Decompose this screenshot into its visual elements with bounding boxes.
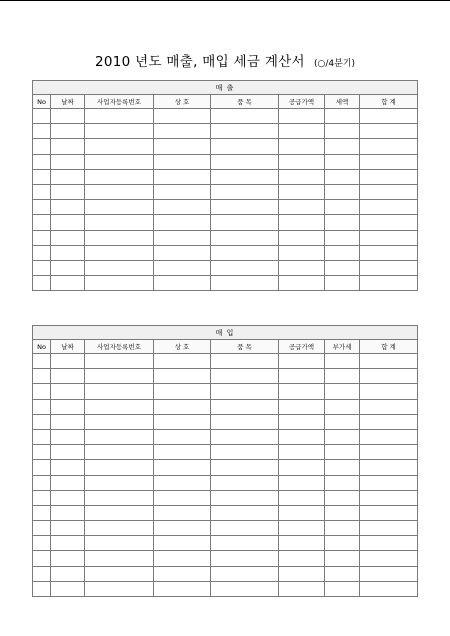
table-cell: [33, 445, 51, 460]
table-row: [33, 429, 418, 444]
table-cell: [360, 124, 418, 139]
table-cell: [360, 536, 418, 551]
table-cell: [33, 109, 51, 124]
table-cell: [279, 399, 325, 414]
table-cell: [279, 536, 325, 551]
table-cell: [33, 460, 51, 475]
table-cell: [325, 414, 360, 429]
col-supply-amount: 공급가액: [279, 95, 325, 109]
col-item: 품 목: [211, 340, 279, 354]
table-cell: [211, 490, 279, 505]
sales-section-title: 매 출: [33, 81, 418, 95]
table-cell: [154, 521, 211, 536]
table-cell: [51, 215, 85, 230]
table-cell: [33, 369, 51, 384]
table-row: [33, 154, 418, 169]
table-cell: [360, 460, 418, 475]
table-cell: [51, 154, 85, 169]
col-date: 날짜: [51, 95, 85, 109]
table-cell: [360, 521, 418, 536]
purchase-table: [32, 325, 418, 597]
table-cell: [33, 399, 51, 414]
table-cell: [211, 169, 279, 184]
col-business-number: 사업자등록번호: [85, 340, 154, 354]
table-cell: [85, 551, 154, 566]
table-cell: [154, 505, 211, 520]
table-cell: [325, 276, 360, 291]
table-cell: [85, 369, 154, 384]
table-cell: [211, 551, 279, 566]
table-cell: [211, 399, 279, 414]
title-quarter: (○/4분기): [313, 59, 355, 69]
table-cell: [33, 384, 51, 399]
table-cell: [51, 369, 85, 384]
table-cell: [33, 490, 51, 505]
table-cell: [154, 536, 211, 551]
table-cell: [154, 414, 211, 429]
table-cell: [33, 154, 51, 169]
table-row: [33, 369, 418, 384]
table-cell: [279, 490, 325, 505]
table-row: [33, 536, 418, 551]
table-cell: [325, 384, 360, 399]
table-row: [33, 490, 418, 505]
table-cell: [51, 536, 85, 551]
table-cell: [360, 184, 418, 199]
table-row: [33, 109, 418, 124]
table-cell: [154, 490, 211, 505]
table-cell: [360, 445, 418, 460]
table-cell: [154, 139, 211, 154]
sales-section-header: [33, 81, 418, 95]
table-cell: [85, 124, 154, 139]
purchase-column-headers: [33, 340, 418, 354]
table-cell: [33, 276, 51, 291]
table-cell: [211, 429, 279, 444]
table-cell: [85, 475, 154, 490]
table-cell: [211, 475, 279, 490]
table-cell: [85, 260, 154, 275]
table-cell: [211, 200, 279, 215]
table-cell: [85, 245, 154, 260]
table-cell: [325, 505, 360, 520]
table-cell: [51, 354, 85, 369]
table-cell: [85, 581, 154, 596]
table-cell: [279, 124, 325, 139]
table-cell: [85, 200, 154, 215]
table-cell: [85, 154, 154, 169]
table-cell: [211, 245, 279, 260]
table-cell: [154, 154, 211, 169]
table-cell: [33, 260, 51, 275]
table-cell: [154, 230, 211, 245]
table-row: [33, 260, 418, 275]
table-cell: [279, 384, 325, 399]
table-cell: [325, 369, 360, 384]
table-cell: [360, 354, 418, 369]
table-cell: [154, 551, 211, 566]
table-cell: [51, 200, 85, 215]
table-cell: [85, 445, 154, 460]
table-cell: [51, 184, 85, 199]
table-cell: [85, 521, 154, 536]
table-cell: [33, 200, 51, 215]
table-cell: [154, 399, 211, 414]
table-cell: [85, 276, 154, 291]
table-cell: [325, 260, 360, 275]
table-cell: [279, 200, 325, 215]
table-cell: [211, 215, 279, 230]
table-cell: [325, 445, 360, 460]
table-cell: [211, 414, 279, 429]
table-cell: [51, 460, 85, 475]
col-item: 품 목: [211, 95, 279, 109]
table-cell: [33, 169, 51, 184]
table-cell: [154, 581, 211, 596]
table-cell: [325, 354, 360, 369]
table-cell: [279, 566, 325, 581]
table-cell: [33, 215, 51, 230]
table-cell: [33, 505, 51, 520]
table-cell: [325, 581, 360, 596]
table-cell: [154, 169, 211, 184]
table-cell: [325, 109, 360, 124]
table-cell: [33, 581, 51, 596]
col-tax: 세액: [325, 95, 360, 109]
table-cell: [325, 200, 360, 215]
table-cell: [154, 276, 211, 291]
table-cell: [279, 429, 325, 444]
table-cell: [360, 414, 418, 429]
col-total: 합 계: [360, 95, 418, 109]
table-row: [33, 124, 418, 139]
col-company-name: 상 호: [154, 95, 211, 109]
table-cell: [33, 475, 51, 490]
table-row: [33, 399, 418, 414]
table-cell: [51, 169, 85, 184]
table-cell: [51, 109, 85, 124]
table-cell: [33, 230, 51, 245]
col-company-name: 상 호: [154, 340, 211, 354]
table-cell: [33, 245, 51, 260]
table-cell: [360, 230, 418, 245]
table-cell: [279, 460, 325, 475]
table-cell: [279, 475, 325, 490]
table-row: [33, 200, 418, 215]
table-cell: [51, 566, 85, 581]
table-cell: [33, 566, 51, 581]
table-cell: [85, 230, 154, 245]
table-cell: [51, 429, 85, 444]
table-cell: [325, 245, 360, 260]
table-row: [33, 230, 418, 245]
table-row: [33, 521, 418, 536]
table-cell: [360, 475, 418, 490]
table-cell: [325, 536, 360, 551]
table-cell: [85, 536, 154, 551]
table-cell: [211, 445, 279, 460]
table-cell: [279, 109, 325, 124]
table-cell: [325, 139, 360, 154]
table-cell: [85, 109, 154, 124]
table-cell: [325, 230, 360, 245]
table-cell: [360, 200, 418, 215]
sales-rows: [33, 109, 418, 291]
table-cell: [279, 414, 325, 429]
table-cell: [325, 521, 360, 536]
table-cell: [325, 169, 360, 184]
table-cell: [211, 154, 279, 169]
table-cell: [360, 369, 418, 384]
table-cell: [211, 230, 279, 245]
table-cell: [360, 581, 418, 596]
table-cell: [360, 109, 418, 124]
table-cell: [325, 154, 360, 169]
table-cell: [154, 215, 211, 230]
table-row: [33, 215, 418, 230]
table-cell: [51, 475, 85, 490]
table-cell: [51, 260, 85, 275]
table-cell: [211, 139, 279, 154]
table-cell: [154, 109, 211, 124]
table-row: [33, 566, 418, 581]
table-cell: [85, 384, 154, 399]
table-row: [33, 169, 418, 184]
table-cell: [33, 354, 51, 369]
table-cell: [85, 490, 154, 505]
table-cell: [154, 460, 211, 475]
table-row: [33, 475, 418, 490]
table-cell: [211, 184, 279, 199]
col-no: No: [33, 95, 51, 109]
table-cell: [154, 260, 211, 275]
table-cell: [211, 124, 279, 139]
table-cell: [360, 399, 418, 414]
table-cell: [85, 399, 154, 414]
table-cell: [360, 384, 418, 399]
table-cell: [279, 139, 325, 154]
table-cell: [51, 139, 85, 154]
table-cell: [154, 445, 211, 460]
table-cell: [211, 384, 279, 399]
table-cell: [154, 384, 211, 399]
col-supply-amount: 공급가액: [279, 340, 325, 354]
table-cell: [33, 429, 51, 444]
table-cell: [325, 460, 360, 475]
table-cell: [154, 200, 211, 215]
table-cell: [279, 245, 325, 260]
table-cell: [51, 490, 85, 505]
table-cell: [33, 536, 51, 551]
table-cell: [325, 490, 360, 505]
table-cell: [85, 414, 154, 429]
table-row: [33, 354, 418, 369]
table-cell: [325, 399, 360, 414]
table-cell: [279, 276, 325, 291]
table-cell: [360, 490, 418, 505]
table-cell: [33, 139, 51, 154]
table-row: [33, 276, 418, 291]
table-cell: [325, 429, 360, 444]
table-row: [33, 414, 418, 429]
table-cell: [85, 505, 154, 520]
table-row: [33, 460, 418, 475]
table-cell: [85, 429, 154, 444]
table-cell: [360, 429, 418, 444]
table-cell: [154, 429, 211, 444]
table-row: [33, 384, 418, 399]
table-cell: [211, 369, 279, 384]
table-cell: [154, 369, 211, 384]
table-cell: [211, 536, 279, 551]
table-cell: [51, 245, 85, 260]
table-cell: [51, 399, 85, 414]
table-cell: [360, 139, 418, 154]
table-cell: [211, 581, 279, 596]
col-total: 합 계: [360, 340, 418, 354]
title-text: 2010 년도 매출, 매입 세금 계산서: [95, 54, 305, 70]
table-cell: [279, 551, 325, 566]
table-row: [33, 139, 418, 154]
table-cell: [279, 230, 325, 245]
sales-table: [32, 80, 418, 291]
table-row: [33, 581, 418, 596]
table-cell: [85, 184, 154, 199]
table-cell: [51, 124, 85, 139]
table-cell: [360, 260, 418, 275]
table-cell: [33, 521, 51, 536]
table-cell: [85, 354, 154, 369]
table-cell: [211, 276, 279, 291]
table-cell: [279, 369, 325, 384]
table-cell: [154, 124, 211, 139]
table-cell: [279, 260, 325, 275]
purchase-section-title: 매 입: [33, 326, 418, 340]
table-row: [33, 245, 418, 260]
table-cell: [85, 169, 154, 184]
table-cell: [360, 566, 418, 581]
document-title: [0, 50, 450, 70]
table-cell: [279, 505, 325, 520]
table-cell: [85, 566, 154, 581]
table-cell: [51, 551, 85, 566]
table-cell: [33, 414, 51, 429]
table-cell: [85, 215, 154, 230]
table-cell: [360, 245, 418, 260]
table-cell: [85, 460, 154, 475]
table-row: [33, 551, 418, 566]
table-cell: [279, 215, 325, 230]
table-cell: [51, 521, 85, 536]
col-vat: 부가세: [325, 340, 360, 354]
sales-column-headers: [33, 95, 418, 109]
table-cell: [211, 260, 279, 275]
col-date: 날짜: [51, 340, 85, 354]
col-business-number: 사업자등록번호: [85, 95, 154, 109]
table-cell: [325, 215, 360, 230]
table-cell: [325, 184, 360, 199]
table-cell: [51, 505, 85, 520]
table-cell: [211, 460, 279, 475]
table-cell: [33, 124, 51, 139]
purchase-section-header: [33, 326, 418, 340]
table-cell: [154, 245, 211, 260]
table-cell: [51, 230, 85, 245]
table-cell: [33, 551, 51, 566]
table-cell: [360, 276, 418, 291]
table-cell: [211, 109, 279, 124]
table-row: [33, 184, 418, 199]
table-cell: [51, 581, 85, 596]
table-row: [33, 505, 418, 520]
table-cell: [51, 384, 85, 399]
table-cell: [360, 215, 418, 230]
table-row: [33, 445, 418, 460]
table-cell: [279, 154, 325, 169]
table-cell: [51, 445, 85, 460]
table-cell: [325, 566, 360, 581]
table-cell: [279, 169, 325, 184]
table-cell: [279, 521, 325, 536]
table-cell: [360, 154, 418, 169]
table-cell: [154, 566, 211, 581]
table-cell: [279, 581, 325, 596]
table-cell: [325, 551, 360, 566]
table-cell: [33, 184, 51, 199]
table-cell: [211, 521, 279, 536]
table-cell: [279, 445, 325, 460]
table-cell: [279, 354, 325, 369]
purchase-rows: [33, 354, 418, 597]
table-cell: [51, 276, 85, 291]
table-cell: [211, 566, 279, 581]
table-cell: [360, 551, 418, 566]
table-cell: [154, 475, 211, 490]
table-cell: [51, 414, 85, 429]
col-no: No: [33, 340, 51, 354]
table-cell: [360, 169, 418, 184]
table-cell: [85, 139, 154, 154]
table-cell: [325, 475, 360, 490]
table-cell: [279, 184, 325, 199]
table-cell: [154, 184, 211, 199]
table-cell: [211, 505, 279, 520]
table-cell: [325, 124, 360, 139]
table-cell: [211, 354, 279, 369]
table-cell: [154, 354, 211, 369]
table-cell: [360, 505, 418, 520]
page-top-rule: [0, 0, 450, 1]
